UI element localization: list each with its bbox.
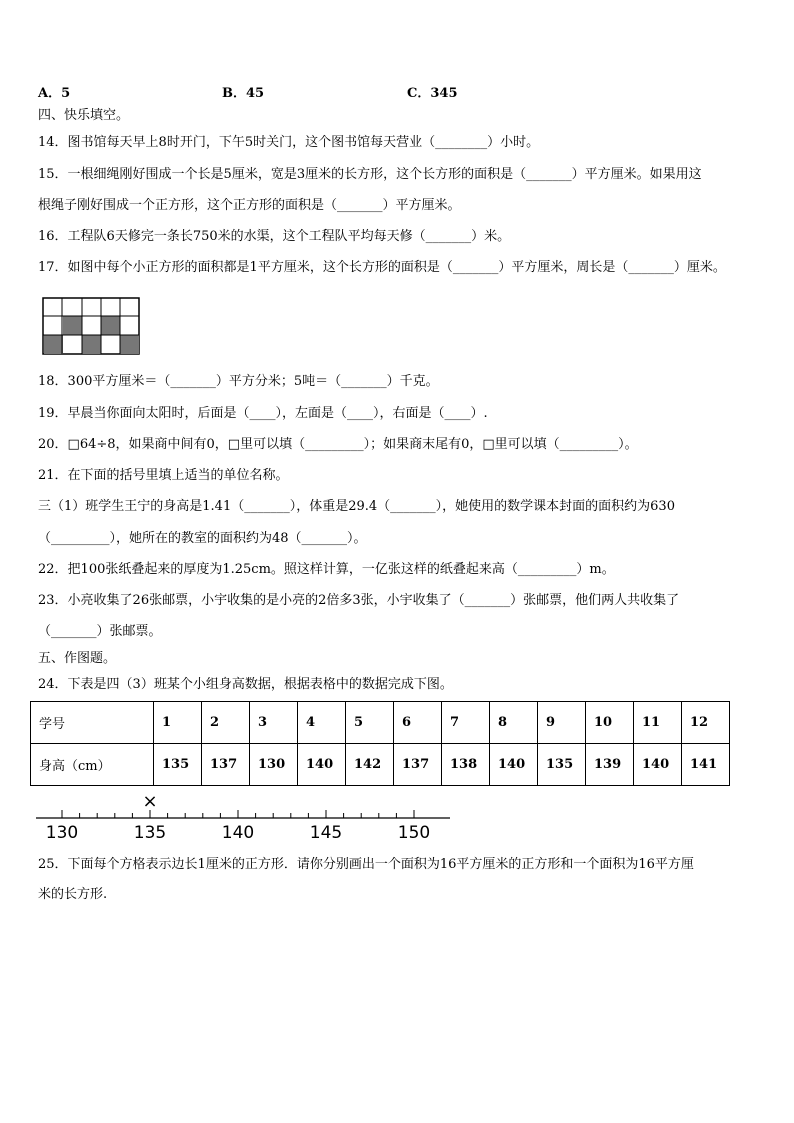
question-15-line1: 15．一根细绳刚好围成一个长是5厘米，宽是3厘米的长方形，这个长方形的面积是（_______）平方厘米。如果用这 bbox=[38, 167, 702, 182]
number-line-label: 135 bbox=[133, 823, 167, 843]
height-cell: 140 bbox=[490, 744, 538, 786]
row-label-id: 学号 bbox=[31, 702, 154, 744]
id-cell: 1 bbox=[154, 702, 202, 744]
id-cell: 11 bbox=[634, 702, 682, 744]
square-grid-figure bbox=[42, 297, 142, 357]
question-20: 20．□64÷8，如果商中间有0，□里可以填（_________）；如果商末尾有0，□里可以填（_________）。 bbox=[38, 437, 638, 452]
height-data-table bbox=[30, 701, 730, 786]
id-cell: 4 bbox=[298, 702, 346, 744]
question-17: 17．如图中每个小正方形的面积都是1平方厘米，这个长方形的面积是（_______）平方厘米，周长是（_______）厘米。 bbox=[38, 260, 726, 275]
id-cell: 10 bbox=[586, 702, 634, 744]
id-cell: 5 bbox=[346, 702, 394, 744]
height-cell: 137 bbox=[394, 744, 442, 786]
question-14: 14．图书馆每天早上8时开门，下午5时关门，这个图书馆每天营业（________）小时。 bbox=[38, 135, 540, 150]
number-line-label: 130 bbox=[45, 823, 79, 843]
row-label-height: 身高（cm） bbox=[31, 744, 154, 786]
question-25-line2: 米的长方形. bbox=[38, 887, 108, 902]
section-4-heading: 四、快乐填空。 bbox=[38, 108, 130, 123]
option-b: B．45 bbox=[222, 86, 265, 101]
id-cell: 12 bbox=[682, 702, 730, 744]
id-cell: 8 bbox=[490, 702, 538, 744]
height-cell: 139 bbox=[586, 744, 634, 786]
number-line-label: 140 bbox=[221, 823, 255, 843]
marked-point-symbol: × bbox=[142, 791, 158, 812]
height-cell: 135 bbox=[538, 744, 586, 786]
question-19: 19．早晨当你面向太阳时，后面是（____），左面是（____），右面是（____）. bbox=[38, 406, 488, 421]
section-5-heading: 五、作图题。 bbox=[38, 651, 117, 666]
height-cell: 141 bbox=[682, 744, 730, 786]
question-25-line1: 25．下面每个方格表示边长1厘米的正方形．请你分别画出一个面积为16平方厘米的正方形和一个面积为16平方厘 bbox=[38, 857, 694, 872]
number-line bbox=[36, 790, 456, 845]
table-row-student-id bbox=[31, 702, 730, 744]
height-cell: 140 bbox=[634, 744, 682, 786]
question-23-line1: 23．小亮收集了26张邮票，小宇收集的是小亮的2倍多3张，小宇收集了（_______）张邮票，他们两人共收集了 bbox=[38, 593, 680, 608]
height-cell: 138 bbox=[442, 744, 490, 786]
height-cell: 140 bbox=[298, 744, 346, 786]
height-cell: 142 bbox=[346, 744, 394, 786]
question-21: 21．在下面的括号里填上适当的单位名称。 bbox=[38, 468, 289, 483]
height-cell: 135 bbox=[154, 744, 202, 786]
question-24: 24．下表是四（3）班某个小组身高数据，根据表格中的数据完成下图。 bbox=[38, 677, 453, 692]
question-16: 16．工程队6天修完一条长750米的水渠，这个工程队平均每天修（_______）米。 bbox=[38, 229, 511, 244]
id-cell: 6 bbox=[394, 702, 442, 744]
question-21-line3: （_________），她所在的教室的面积约为48（_______）。 bbox=[38, 531, 367, 546]
id-cell: 3 bbox=[250, 702, 298, 744]
question-21-line2: 三（1）班学生王宁的身高是1.41（_______），体重是29.4（_______），她使用的数学课本封面的面积约为630 bbox=[38, 499, 675, 514]
option-c: C．345 bbox=[407, 86, 458, 101]
question-18: 18．300平方厘米＝（_______）平方分米；5吨＝（_______）千克。 bbox=[38, 374, 439, 389]
height-cell: 137 bbox=[202, 744, 250, 786]
number-line-label: 145 bbox=[309, 823, 343, 843]
table-row-height bbox=[31, 744, 730, 786]
id-cell: 9 bbox=[538, 702, 586, 744]
question-22: 22．把100张纸叠起来的厚度为1.25cm。照这样计算，一亿张这样的纸叠起来高（_________）m。 bbox=[38, 562, 615, 577]
id-cell: 2 bbox=[202, 702, 250, 744]
number-line-label: 150 bbox=[397, 823, 431, 843]
question-15-line2: 根绳子刚好围成一个正方形，这个正方形的面积是（_______）平方厘米。 bbox=[38, 198, 461, 213]
height-cell: 130 bbox=[250, 744, 298, 786]
question-23-line2: （_______）张邮票。 bbox=[38, 624, 162, 639]
option-a: A．5 bbox=[38, 86, 71, 101]
id-cell: 7 bbox=[442, 702, 490, 744]
